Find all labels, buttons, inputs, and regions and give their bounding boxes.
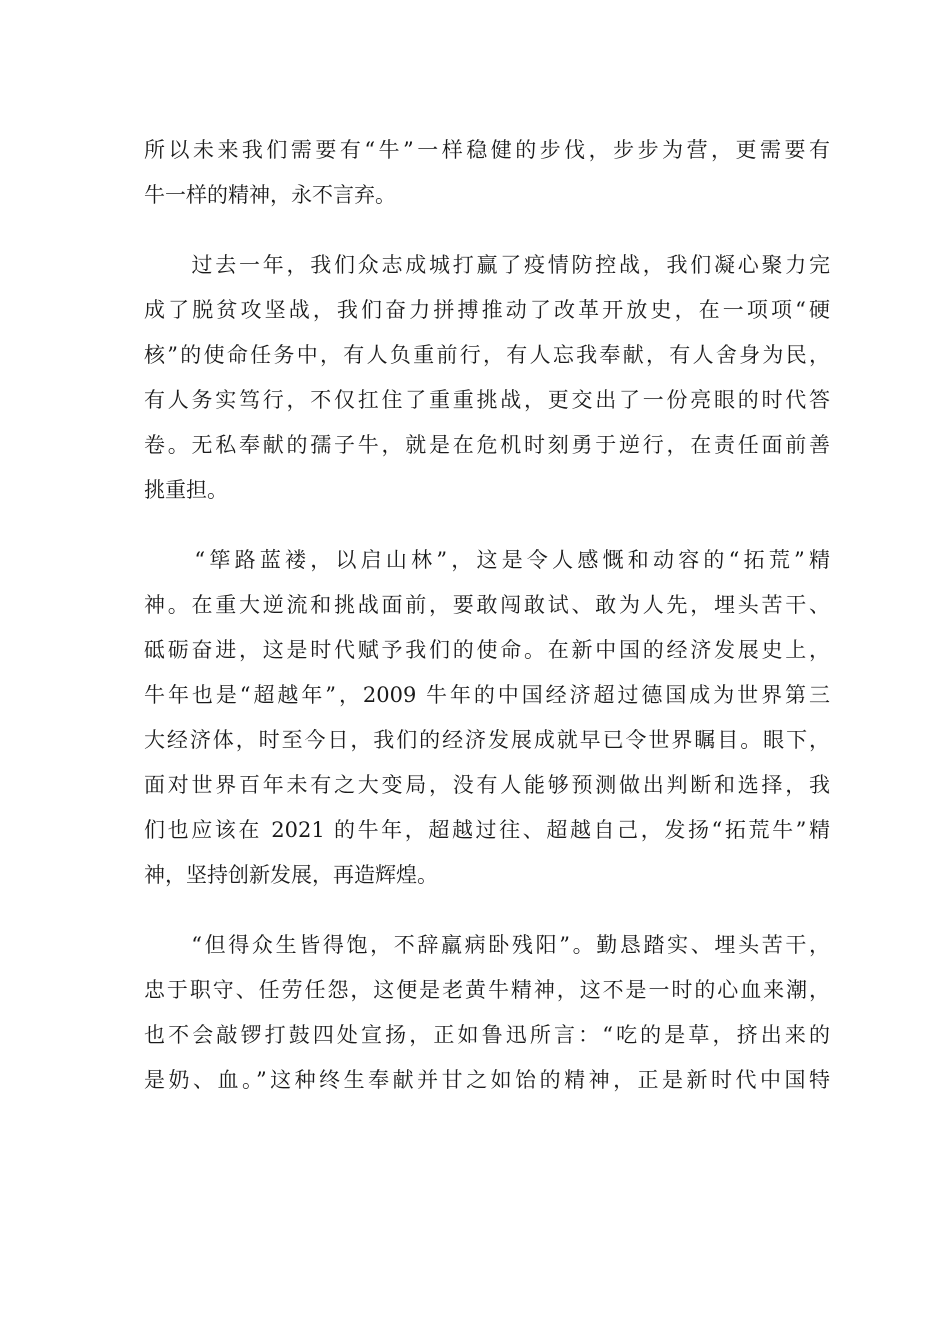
text-line: 忠于职守、任劳任怨，这便是老黄牛精神，这不是一时的心血来潮， xyxy=(144,978,830,1002)
text-line: 砥砺奋进，这是时代赋予我们的使命。在新中国的经济发展史上， xyxy=(144,638,830,662)
paragraph-4 xyxy=(144,923,830,1103)
text-line: 牛一样的精神，永不言弃。 xyxy=(144,183,396,207)
paragraph-1 xyxy=(144,128,830,218)
text-line: 所以未来我们需要有“牛”一样稳健的步伐，步步为营，更需要有 xyxy=(144,138,830,162)
text-line: 是奶、血。”这种终生奉献并甘之如饴的精神，正是新时代中国特 xyxy=(144,1068,830,1092)
text-line: 成了脱贫攻坚战，我们奋力拼搏推动了改革开放史，在一项项“硬 xyxy=(144,298,830,322)
text-line: 有人务实笃行，不仅扛住了重重挑战，更交出了一份亮眼的时代答 xyxy=(144,388,830,412)
paragraph-3 xyxy=(144,538,830,898)
text-line: 们也应该在 2021 的牛年，超越过往、超越自己，发扬“拓荒牛”精 xyxy=(144,818,830,842)
text-line: 过去一年，我们众志成城打赢了疫情防控战，我们凝心聚力完 xyxy=(144,253,830,277)
text-line: 面对世界百年未有之大变局，没有人能够预测做出判断和选择，我 xyxy=(144,773,830,797)
text-line: 也不会敲锣打鼓四处宣扬，正如鲁迅所言：“吃的是草，挤出来的 xyxy=(144,1023,830,1047)
text-line: 神。在重大逆流和挑战面前，要敢闯敢试、敢为人先，埋头苦干、 xyxy=(144,593,830,617)
text-line: 核”的使命任务中，有人负重前行，有人忘我奉献，有人舍身为民， xyxy=(144,343,830,367)
text-line: “筚路蓝褛，以启山林”，这是令人感慨和动容的“拓荒”精 xyxy=(144,548,830,572)
paragraph-2 xyxy=(144,243,830,513)
text-line: 牛年也是“超越年”，2009 牛年的中国经济超过德国成为世界第三 xyxy=(144,683,830,707)
text-line: 卷。无私奉献的孺子牛，就是在危机时刻勇于逆行，在责任面前善 xyxy=(144,433,830,457)
text-line: “但得众生皆得饱，不辞羸病卧残阳”。勤恳踏实、埋头苦干， xyxy=(144,933,830,957)
text-line: 大经济体，时至今日，我们的经济发展成就早已令世界瞩目。眼下， xyxy=(144,728,830,752)
document-body xyxy=(144,128,830,1128)
text-line: 神，坚持创新发展，再造辉煌。 xyxy=(144,863,438,887)
text-line: 挑重担。 xyxy=(144,478,228,502)
